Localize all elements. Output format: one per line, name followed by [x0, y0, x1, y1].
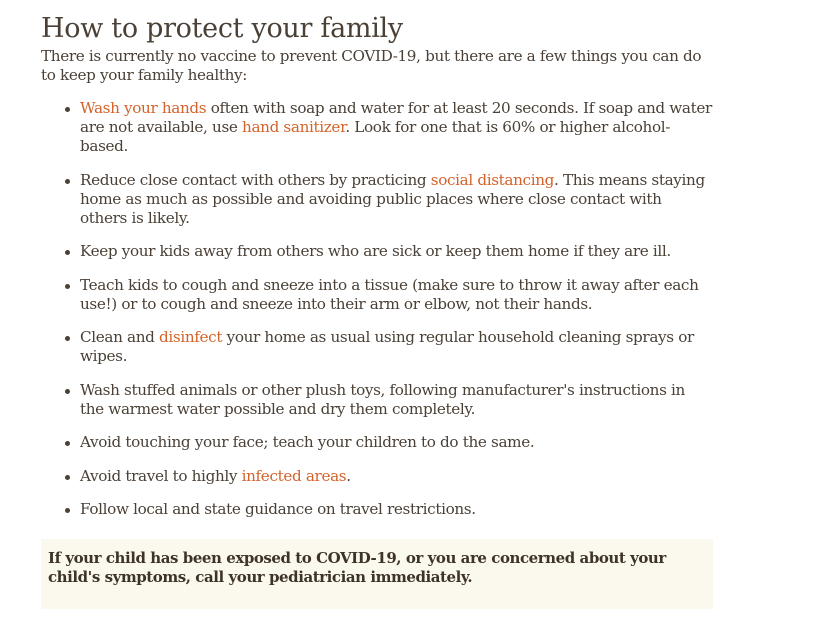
callout-box: [41, 539, 713, 609]
list-item-keep-kids-away: [80, 242, 713, 261]
list-item-travel-guidance: [80, 500, 713, 519]
list-item-touching-face: [80, 433, 713, 452]
list-item-text: often with soap and water for at least 20 seconds. If soap and water are not available, use: [80, 99, 712, 136]
list-item-text: Teach kids to cough and sneeze into a tissue (make sure to throw it away after each use!) or to cough and sneeze into their arm or elbow, not their hands.: [80, 275, 699, 313]
list-item-text: Follow local and state guidance on travel restrictions.: [80, 500, 476, 518]
article-content: [41, 12, 713, 534]
list-item-text: . This means staying home as much as possible and avoiding public places where close contact with others is likely.: [80, 170, 705, 227]
intro-paragraph: There is currently no vaccine to prevent COVID-19, but there are a few things you can do to keep your family healthy:: [41, 47, 702, 84]
list-item-text: .: [346, 466, 351, 485]
hand-sanitizer-link[interactable]: hand sanitizer: [242, 118, 346, 136]
list-item-text: Avoid touching your face; teach your children to do the same.: [80, 433, 535, 451]
list-item-social-distancing: [80, 171, 713, 228]
list-item-text: Keep your kids away from others who are sick or keep them home if they are ill.: [80, 242, 671, 260]
list-item-text: Avoid travel to highly: [80, 466, 242, 485]
infected-areas-link[interactable]: infected areas: [241, 466, 347, 485]
callout-text: If your child has been exposed to COVID-19, or you are concerned about your child's symptoms, call your pediatrician immediately.: [48, 549, 666, 586]
page-title: How to protect your family: [41, 13, 403, 44]
disinfect-link[interactable]: disinfect: [159, 328, 223, 346]
social-distancing-link[interactable]: social distancing: [430, 170, 555, 189]
list-item-text: . Look for one that is 60% or higher alcohol-based.: [80, 118, 671, 155]
list-item-avoid-travel: [80, 467, 713, 486]
list-item-disinfect: [80, 328, 713, 366]
list-item-wash-hands: [80, 99, 713, 156]
list-item-text: Wash stuffed animals or other plush toys, following manufacturer's instructions in the warmest water possible and dry them completely.: [80, 380, 685, 418]
wash-your-hands-link[interactable]: Wash your hands: [80, 99, 207, 117]
list-item-text: Reduce close contact with others by practicing: [80, 170, 431, 189]
list-item-text: Clean and: [80, 328, 160, 346]
list-item-cough-sneeze: [80, 276, 713, 314]
list-item-stuffed-animals: [80, 381, 713, 419]
list-item-text: your home as usual using regular household cleaning sprays or wipes.: [80, 328, 694, 365]
tips-list: [41, 99, 713, 519]
